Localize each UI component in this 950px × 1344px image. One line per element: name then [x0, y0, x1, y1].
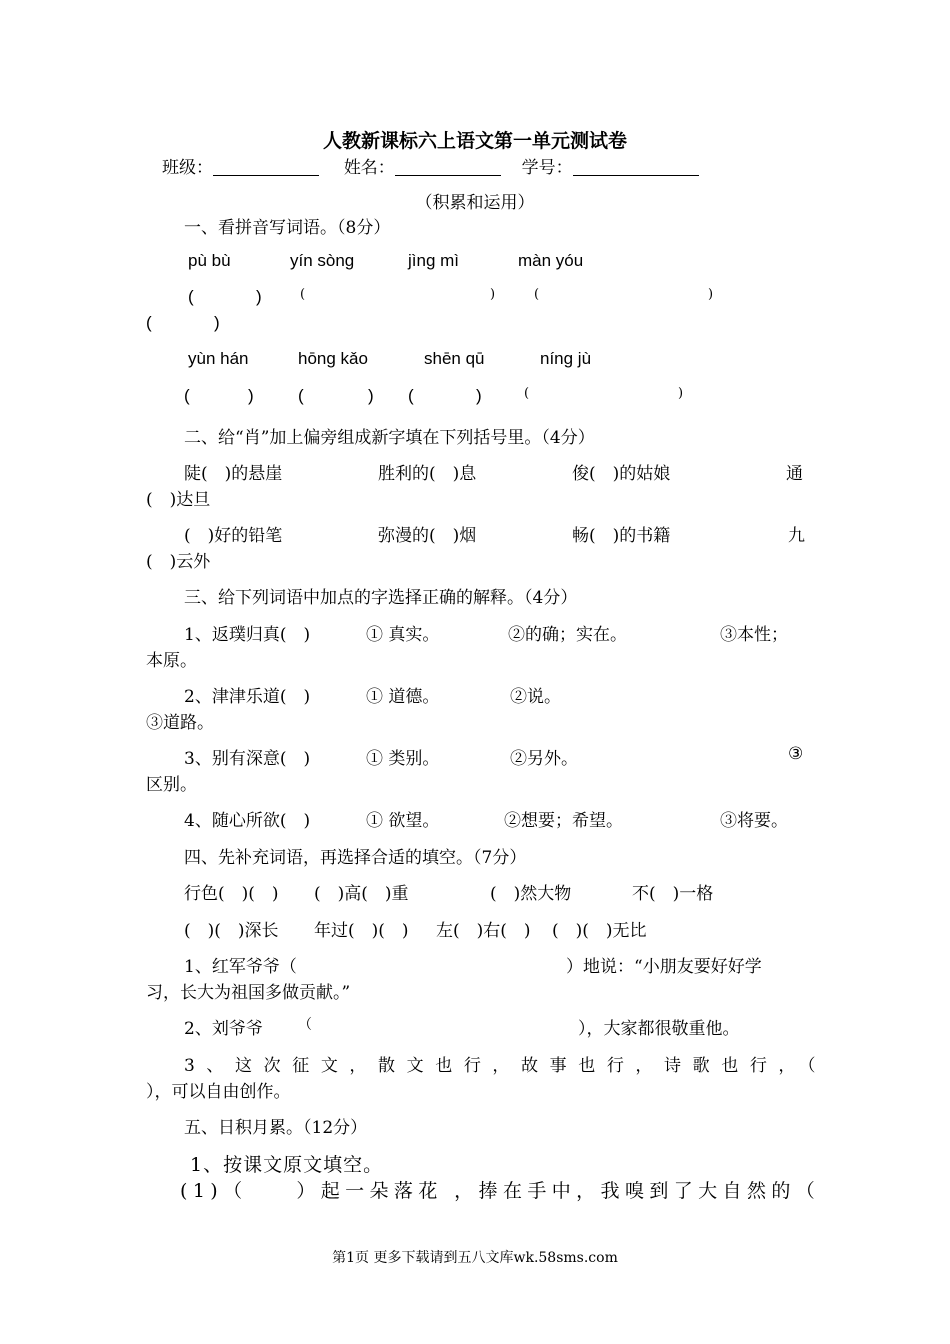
s4-word: ( )高( )重	[314, 884, 409, 904]
answer-paren-open: (	[408, 386, 414, 405]
s2-item: 弥漫的( )烟	[378, 526, 477, 546]
s2-item: 俊( )的姑娘	[572, 464, 671, 484]
answer-paren-close: )	[708, 287, 714, 302]
s3-option: ① 欲望。	[366, 811, 440, 831]
answer-paren-open: (	[524, 386, 530, 401]
answer-paren-open: (	[146, 313, 152, 332]
s3-option: ②另外。	[510, 749, 578, 769]
pinyin-7: shēn qū	[424, 349, 485, 368]
s4-word: ( )( )无比	[552, 921, 647, 941]
pinyin-8: nínɡ jù	[540, 349, 592, 368]
footer: 第1页 更多下载请到五八文库wk.58sms.com	[332, 1250, 618, 1266]
answer-paren-open: (	[300, 287, 306, 302]
s5-subheading: 1、按课文原文填空。	[190, 1154, 384, 1176]
s4-word: 不( )一格	[632, 884, 714, 904]
s2-item: 畅( )的书籍	[572, 526, 671, 546]
s3-option: ① 类别。	[366, 749, 440, 769]
s4-word: 左( )右( )	[436, 921, 531, 941]
class-label: 班级：	[162, 158, 213, 178]
s2-item: ( )好的铅笔	[184, 526, 283, 546]
s2-item: 九	[788, 526, 805, 546]
s3-question: 4、随心所欲( )	[184, 811, 311, 831]
s4-word: ( )( )深长	[184, 921, 279, 941]
s3-question: 3、别有深意( )	[184, 749, 311, 769]
answer-paren-open: (	[184, 386, 190, 405]
name-label: 姓名：	[343, 158, 395, 178]
id-blank[interactable]	[573, 157, 699, 176]
pinyin-2: yín sònɡ	[290, 251, 355, 270]
answer-paren-close: )	[490, 287, 496, 302]
s4-sentence-3b: ），可以自由创作。	[146, 1082, 291, 1102]
s3-option: ③	[788, 744, 804, 764]
s3-question: 1、返璞归真( )	[184, 625, 311, 645]
s2-item: 通	[786, 464, 803, 484]
pinyin-1: pù bù	[188, 251, 231, 270]
name-blank[interactable]	[395, 157, 501, 176]
section-1-heading: 一、看拼音写词语。（8分）	[184, 218, 391, 238]
answer-paren-close: )	[214, 313, 220, 332]
s3-option: ③道路。	[146, 713, 214, 733]
answer-paren-open: (	[298, 386, 304, 405]
s4-sentence-2b: （	[298, 1017, 312, 1033]
s2-item: ( )达旦	[146, 490, 211, 510]
s4-word: 年过( )( )	[314, 921, 409, 941]
s3-option: ③将要。	[720, 811, 788, 831]
s4-sentence-2a: 2、刘爷爷	[184, 1019, 263, 1039]
answer-paren-close: )	[678, 386, 684, 401]
s3-option: ① 道德。	[366, 687, 440, 707]
s4-sentence-3a: 3、这次征文，散文也行，故事也行，诗歌也行，（	[184, 1056, 828, 1076]
s3-question: 2、津津乐道( )	[184, 687, 311, 707]
s3-option: ②想要；希望。	[504, 811, 623, 831]
id-label: 学号：	[521, 158, 573, 178]
s2-item: ( )云外	[146, 552, 211, 572]
s2-item: 胜利的( )息	[378, 464, 477, 484]
pinyin-6: hōnɡ kǎo	[298, 349, 368, 368]
answer-paren-close: )	[256, 287, 262, 306]
class-blank[interactable]	[213, 157, 319, 176]
section-5-heading: 五、日积月累。（12分）	[184, 1118, 368, 1138]
answer-paren-close: )	[476, 386, 482, 405]
s3-option: 区别。	[146, 775, 197, 795]
answer-paren-open: (	[534, 287, 540, 302]
s4-sentence-2c: ），大家都很敬重他。	[578, 1019, 740, 1039]
s4-word: 行色( )( )	[184, 884, 279, 904]
info-line	[162, 153, 699, 178]
answer-paren-close: )	[248, 386, 254, 405]
s4-sentence-1a: 1、红军爷爷（	[184, 957, 297, 977]
pinyin-3: jìnɡ mì	[408, 251, 460, 270]
section-3-heading: 三、给下列词语中加点的字选择正确的解释。（4分）	[184, 588, 578, 608]
s5-line-1: (1)（ ）起一朵落花 ，捧在手中，我嗅到了大自然的（	[180, 1180, 821, 1202]
s3-option: 本原。	[146, 651, 197, 671]
s2-item: 陡( )的悬崖	[184, 464, 283, 484]
s3-option: ②说。	[510, 687, 561, 707]
answer-paren-close: )	[368, 386, 374, 405]
answer-paren-open: (	[188, 287, 194, 306]
s3-option: ① 真实。	[366, 625, 440, 645]
pinyin-5: yùn hán	[188, 349, 249, 368]
s4-word: ( )然大物	[490, 884, 572, 904]
s4-sentence-1b: ）地说：“小朋友要好好学	[566, 957, 762, 977]
subtitle: （积累和运用）	[415, 193, 535, 213]
section-4-heading: 四、先补充词语，再选择合适的填空。（7分）	[184, 848, 527, 868]
section-2-heading: 二、给“肖”加上偏旁组成新字填在下列括号里。（4分）	[184, 428, 595, 448]
s3-option: ②的确；实在。	[508, 625, 627, 645]
s3-option: ③本性；	[720, 625, 788, 645]
page-title: 人教新课标六上语文第一单元测试卷	[322, 130, 627, 152]
s4-sentence-1c: 习，长大为祖国多做贡献。”	[146, 983, 351, 1003]
pinyin-4: màn yóu	[518, 251, 584, 270]
